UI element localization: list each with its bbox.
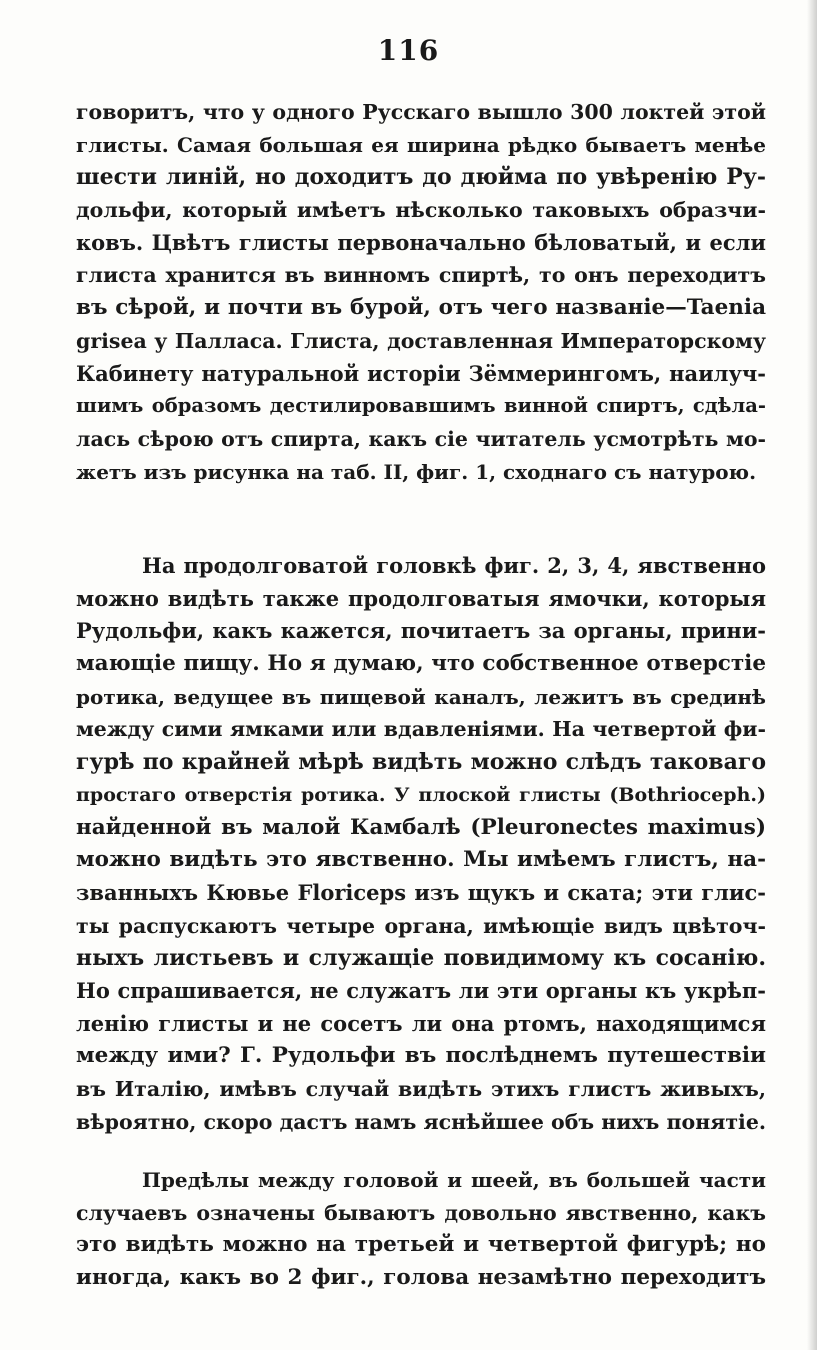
text-line: Предѣлы между головой и шеей, въ большей части [142, 1168, 766, 1192]
text-line: случаевъ означены бываютъ довольно явственно, какъ [76, 1200, 766, 1225]
text-line: ленію глисты и не соcетъ ли она ртомъ, находящимся [76, 1010, 766, 1036]
text-line: Рудольфи, какъ кажется, почитаетъ за органы, прини- [76, 618, 766, 644]
text-line: иногда, какъ во 2 фиг., голова незамѣтно переходитъ [76, 1265, 766, 1291]
text-line: гурѣ по крайней мѣрѣ видѣть можно слѣдъ таковаго [76, 749, 766, 776]
text-line: можно видѣть также продолговатыя ямочки, которыя [76, 585, 766, 611]
paragraph-1 [76, 96, 766, 488]
text-line: ныхъ листьевъ и служащіе повидимому къ сосанію. [76, 945, 766, 972]
text-line: можно видѣть это явственно. Мы имѣемъ глистъ, на- [76, 847, 766, 873]
text-line: Кабинету натуральной исторіи Зёммерингомъ, наилуч- [76, 360, 766, 386]
text-line: найденной въ малой Камбалѣ (Pleuronectes maximus) [76, 814, 766, 840]
text-line: званныхъ Кювье Floriceps изъ щукъ и ската; эти глис- [76, 879, 766, 905]
text-line: шести линій, но доходитъ до дюйма по увѣренію Ру- [76, 164, 766, 191]
text-line: мающіе пищу. Но я думаю, что собственное отверстіе [76, 651, 766, 677]
text-line: между сими ямками или вдавленіями. На четвертой фи- [76, 717, 766, 742]
paragraph-2 [76, 550, 766, 1138]
text-line: ты распускаютъ четыре органа, имѣющіе видъ цвѣточ- [76, 913, 766, 938]
text-line: въ Италію, имѣвъ случай видѣть этихъ глистъ живыхъ, [76, 1077, 766, 1101]
text-line: это видѣть можно на третьей и четвертой фигурѣ; но [76, 1232, 766, 1258]
page-number: 116 [377, 34, 440, 67]
text-line: жетъ изъ рисунка на таб. II, фиг. 1, сходнаго съ натурою. [76, 459, 757, 484]
text-line: дольфи, который имѣетъ нѣсколько таковыхъ образчи- [76, 198, 766, 223]
text-line: шимъ образомъ дестилировавшимъ винной спиртъ, сдѣла- [76, 394, 766, 418]
text-line: лась сѣрою отъ спирта, какъ сіе читатель усмотрѣть мо- [76, 426, 766, 451]
text-line: глиста хранится въ винномъ спиртѣ, то онъ переходитъ [76, 263, 766, 288]
text-line: На продолговатой головкѣ фиг. 2, 3, 4, явственно [142, 553, 766, 578]
page-edge-shadow [807, 0, 817, 1350]
text-line: grisea у Палласа. Глиста, доставленная Императорскому [76, 328, 766, 353]
paragraph-3 [76, 1164, 766, 1295]
text-line: простаго отверстія ротика. У плоской глисты (Bothrioceph.) [76, 783, 766, 806]
text-line: между ими? Г. Рудольфи въ послѣднемъ путешествіи [76, 1043, 766, 1069]
text-line: говоритъ, что у одного Русскаго вышло 300 локтей этой [76, 100, 766, 124]
text-line: вѣроятно, скоро дастъ намъ яснѣйшее объ нихъ понятіе. [76, 1109, 766, 1134]
text-line: глисты. Самая большая ея ширина рѣдко бываетъ менѣе [76, 132, 766, 157]
text-line: въ сѣрой, и почти въ бурой, отъ чего названіе—Taenia [76, 295, 766, 321]
text-line: ковъ. Цвѣтъ глисты первоначально бѣловатый, и если [76, 229, 766, 255]
text-line: ротика, ведущее въ пищевой каналъ, лежитъ въ срединѣ [76, 684, 766, 709]
text-line: Но спрашивается, не служатъ ли эти органы къ укрѣп- [76, 977, 766, 1003]
